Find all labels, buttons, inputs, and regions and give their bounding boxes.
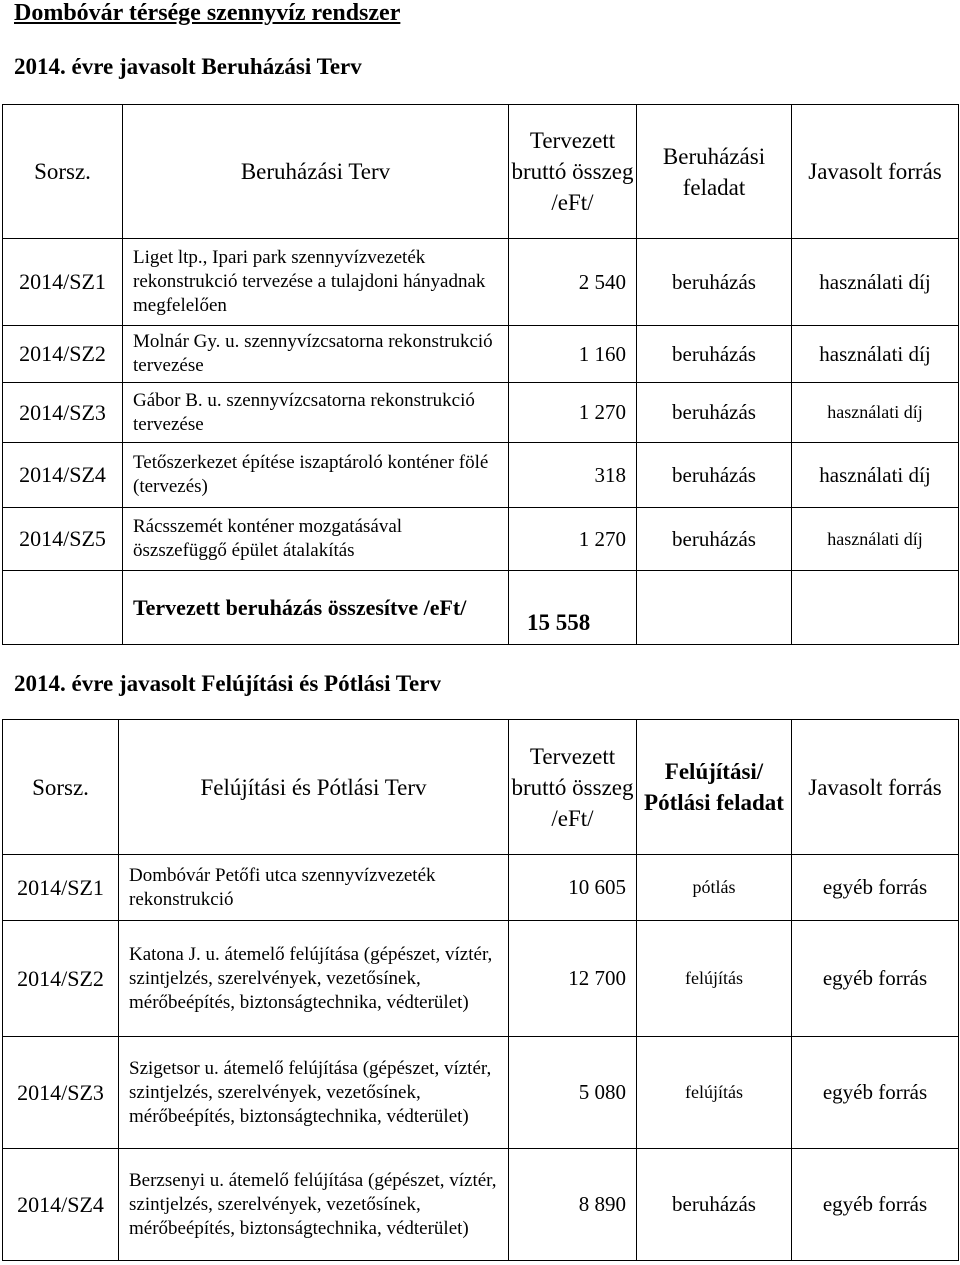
renovation-plan-table — [2, 719, 959, 1261]
row-task: felújítás — [637, 921, 792, 1037]
header-task: Felújítási/ Pótlási feladat — [637, 720, 792, 855]
row-source: használati díj — [792, 508, 959, 571]
row-task: beruházás — [637, 383, 792, 443]
row-task: beruházás — [637, 1149, 792, 1261]
table-row — [3, 383, 959, 443]
row-source: egyéb forrás — [792, 855, 959, 921]
table-row — [3, 508, 959, 571]
summary-row — [3, 571, 959, 645]
row-id: 2014/SZ3 — [3, 383, 123, 443]
row-task: beruházás — [637, 508, 792, 571]
row-source: egyéb forrás — [792, 921, 959, 1037]
row-id: 2014/SZ2 — [3, 921, 119, 1037]
header-task: Beruházási feladat — [637, 105, 792, 239]
row-source: használati díj — [792, 383, 959, 443]
row-description: Molnár Gy. u. szennyvízcsatorna rekonstrukció tervezése — [123, 326, 509, 383]
row-description: Katona J. u. átemelő felújítása (gépészet, víztér, szintjelzés, szerelvények, vezetősínek, mérőbeépítés, biztonságtechnika, védterület) — [119, 921, 509, 1037]
header-source: Javasolt forrás — [792, 105, 959, 239]
table-row — [3, 855, 959, 921]
row-description: Tetőszerkezet építése iszaptároló konténer fölé (tervezés) — [123, 443, 509, 508]
header-id: Sorsz. — [3, 105, 123, 239]
row-description: Liget ltp., Ipari park szennyvízvezeték rekonstrukció tervezése a tulajdoni hányadnak megfelelően — [123, 239, 509, 326]
header-amount: Tervezett bruttó összeg /eFt/ — [509, 720, 637, 855]
header-plan: Felújítási és Pótlási Terv — [119, 720, 509, 855]
row-id: 2014/SZ1 — [3, 855, 119, 921]
row-id: 2014/SZ5 — [3, 508, 123, 571]
row-task: felújítás — [637, 1037, 792, 1149]
row-description: Gábor B. u. szennyvízcsatorna rekonstrukció tervezése — [123, 383, 509, 443]
row-id: 2014/SZ4 — [3, 443, 123, 508]
row-amount: 2 540 — [509, 239, 637, 326]
table-row — [3, 326, 959, 383]
table-header-row — [3, 720, 959, 855]
table-row — [3, 1149, 959, 1261]
header-source: Javasolt forrás — [792, 720, 959, 855]
row-amount: 318 — [509, 443, 637, 508]
table-row — [3, 443, 959, 508]
renovation-plan-title: 2014. évre javasolt Felújítási és Pótlási Terv — [14, 671, 441, 696]
row-description: Szigetsor u. átemelő felújítása (gépészet, víztér, szintjelzés, szerelvények, vezetősínek, mérőbeépítés, biztonságtechnika, védterület) — [119, 1037, 509, 1149]
investment-plan-table — [2, 104, 959, 645]
document-title: Dombóvár térsége szennyvíz rendszer — [14, 0, 401, 26]
header-plan: Beruházási Terv — [123, 105, 509, 239]
table-row — [3, 239, 959, 326]
row-amount: 8 890 — [509, 1149, 637, 1261]
table-row — [3, 921, 959, 1037]
header-id: Sorsz. — [3, 720, 119, 855]
row-amount: 10 605 — [509, 855, 637, 921]
investment-plan-title: 2014. évre javasolt Beruházási Terv — [14, 54, 362, 79]
table-header-row — [3, 105, 959, 239]
table-row — [3, 1037, 959, 1149]
row-source: egyéb forrás — [792, 1149, 959, 1261]
header-amount: Tervezett bruttó összeg /eFt/ — [509, 105, 637, 239]
row-amount: 5 080 — [509, 1037, 637, 1149]
row-id: 2014/SZ4 — [3, 1149, 119, 1261]
row-task: beruházás — [637, 239, 792, 326]
row-source: használati díj — [792, 443, 959, 508]
row-task: beruházás — [637, 443, 792, 508]
row-task: pótlás — [637, 855, 792, 921]
summary-empty-cell — [792, 571, 959, 645]
row-description: Berzsenyi u. átemelő felújítása (gépészet, víztér, szintjelzés, szerelvények, vezetősínek, mérőbeépítés, biztonságtechnika, védterület) — [119, 1149, 509, 1261]
row-id: 2014/SZ3 — [3, 1037, 119, 1149]
row-id: 2014/SZ2 — [3, 326, 123, 383]
row-amount: 1 270 — [509, 383, 637, 443]
row-amount: 1 160 — [509, 326, 637, 383]
row-source: egyéb forrás — [792, 1037, 959, 1149]
row-amount: 1 270 — [509, 508, 637, 571]
row-description: Dombóvár Petőfi utca szennyvízvezeték rekonstrukció — [119, 855, 509, 921]
summary-value: 15 558 — [509, 571, 637, 645]
summary-empty-cell — [637, 571, 792, 645]
row-task: beruházás — [637, 326, 792, 383]
row-source: használati díj — [792, 239, 959, 326]
summary-label: Tervezett beruházás összesítve /eFt/ — [123, 571, 509, 645]
row-source: használati díj — [792, 326, 959, 383]
row-id: 2014/SZ1 — [3, 239, 123, 326]
summary-empty-cell — [3, 571, 123, 645]
row-amount: 12 700 — [509, 921, 637, 1037]
row-description: Rácsszemét konténer mozgatásával öszszefüggő épület átalakítás — [123, 508, 509, 571]
